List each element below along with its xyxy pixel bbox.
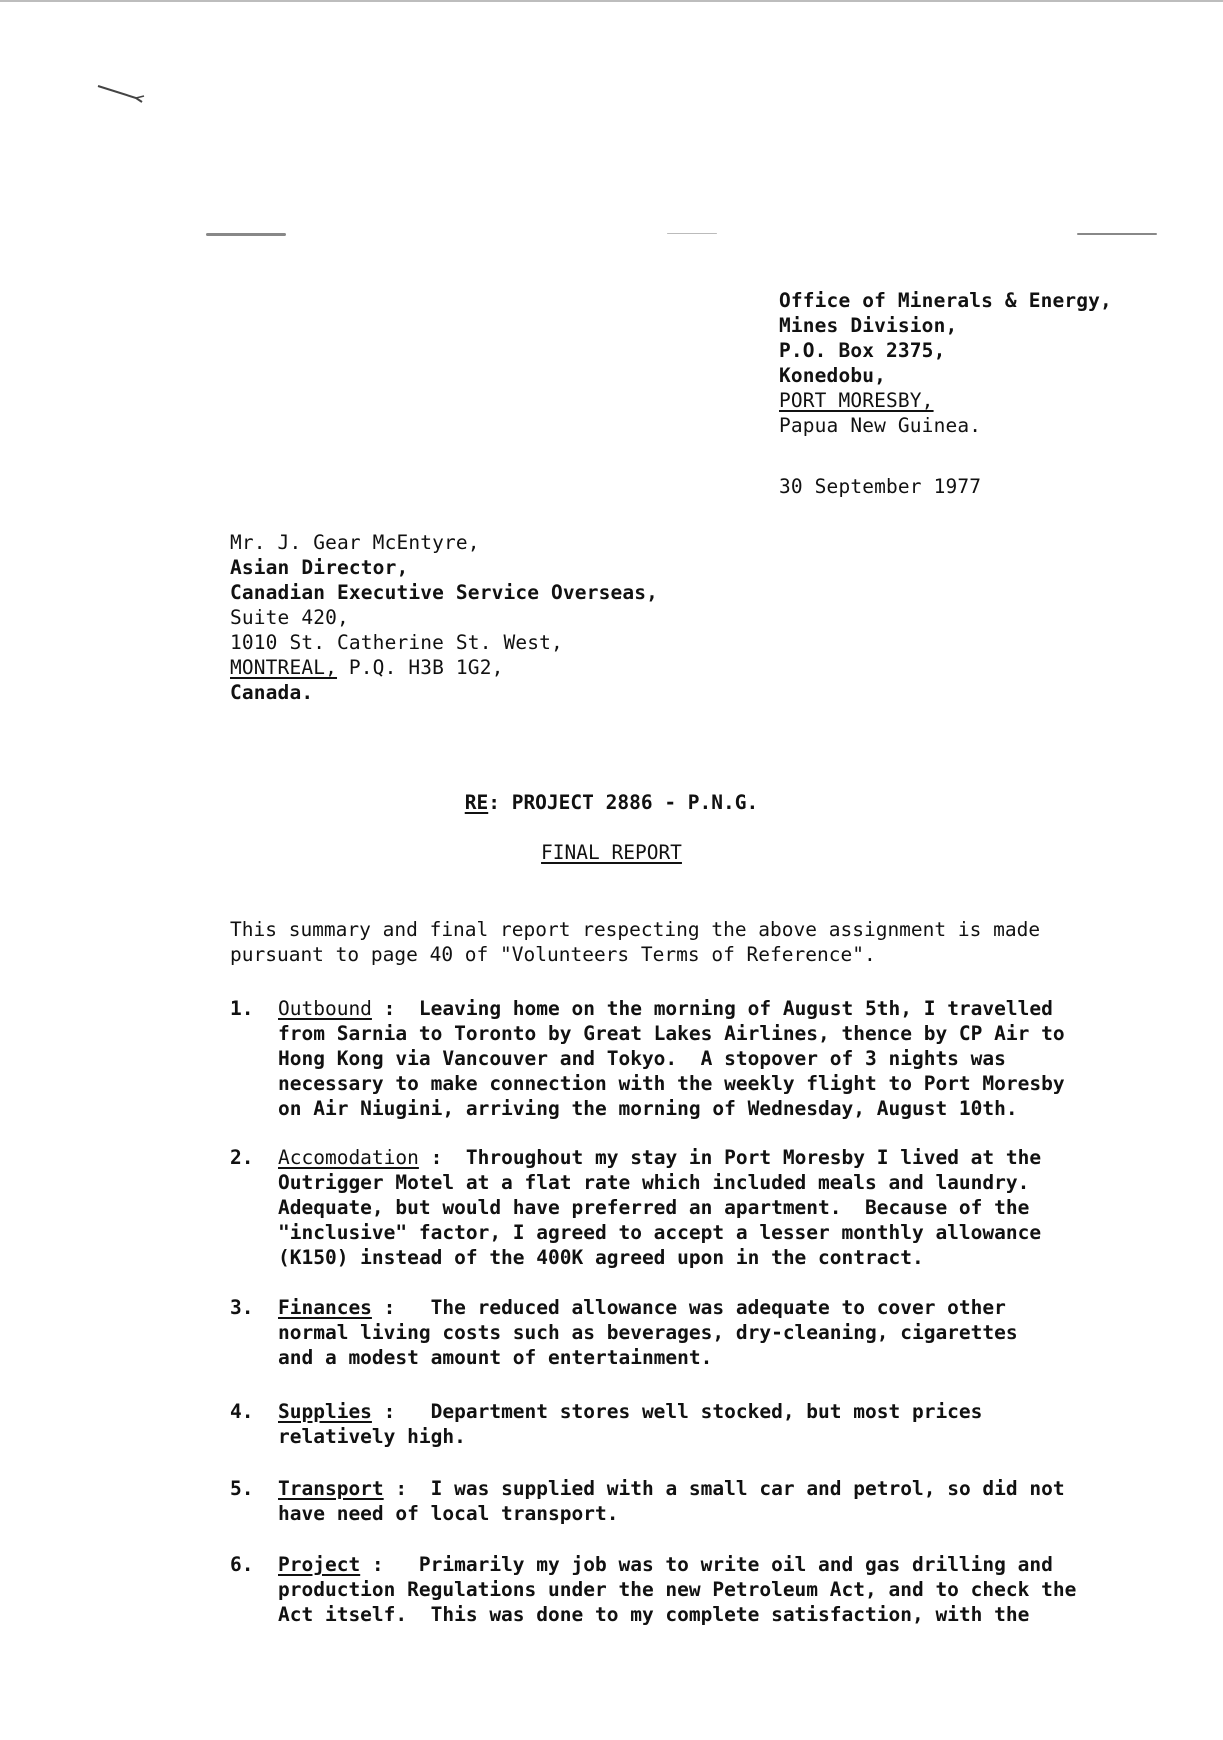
scan-speck-left <box>206 233 286 236</box>
item-line: from Sarnia to Toronto by Great Lakes Airlines, thence by CP Air to <box>278 1022 1065 1045</box>
sender-division: Mines Division, <box>779 314 958 337</box>
item-label: Outbound <box>278 997 372 1020</box>
item-first-line: Department stores well stocked, but most prices <box>430 1400 983 1423</box>
item-line: relatively high. <box>278 1425 466 1448</box>
item-first-line: Primarily my job was to write oil and gas drilling and <box>418 1553 1053 1576</box>
item-body <box>278 1145 1138 1270</box>
sender-city: PORT MORESBY, <box>779 389 934 412</box>
item-body <box>278 996 1138 1121</box>
item-line: "inclusive" factor, I agreed to accept a lesser monthly allowance <box>278 1221 1042 1244</box>
item-separator: : <box>371 1400 431 1423</box>
item-line: Outrigger Motel at a flat rate which included meals and laundry. <box>278 1171 1030 1194</box>
sender-locality: Konedobu, <box>779 364 887 387</box>
report-title: FINAL REPORT <box>541 841 682 864</box>
item-label: Finances <box>278 1296 372 1319</box>
intro-line: This summary and final report respecting the above assignment is made <box>230 918 1041 941</box>
item-line: necessary to make connection with the weekly flight to Port Moresby <box>278 1072 1065 1095</box>
sender-office: Office of Minerals & Energy, <box>779 289 1112 312</box>
item-label: Transport <box>278 1477 384 1500</box>
item-separator: : <box>371 997 419 1020</box>
report-heading <box>0 840 1223 865</box>
recipient-title: Asian Director, <box>230 556 409 579</box>
subject-line <box>0 790 1223 815</box>
scan-top-edge <box>0 0 1223 2</box>
recipient-suite: Suite 420, <box>230 606 349 629</box>
item-number: 6. <box>230 1553 254 1576</box>
recipient-postal: P.Q. H3B 1G2, <box>337 656 504 679</box>
item-first-line: Leaving home on the morning of August 5th, I travelled <box>418 997 1053 1020</box>
item-first-line: Throughout my stay in Port Moresby I lived at the <box>465 1146 1042 1169</box>
subject-project: : PROJECT 2886 - P.N.G. <box>488 791 759 814</box>
item-number: 4. <box>230 1400 254 1423</box>
item-first-line: I was supplied with a small car and petrol, so did not <box>430 1477 1065 1500</box>
item-body <box>278 1295 1138 1370</box>
sender-box: P.O. Box 2375, <box>779 339 946 362</box>
letter-date: 30 September 1977 <box>779 475 982 498</box>
item-label: Accomodation <box>278 1146 419 1169</box>
item-line: (K150) instead of the 400K agreed upon in the contract. <box>278 1246 924 1269</box>
item-line: Hong Kong via Vancouver and Tokyo. A stopover of 3 nights was <box>278 1047 1006 1070</box>
scan-speck-mid <box>667 233 717 234</box>
item-line: Adequate, but would have preferred an apartment. Because of the <box>278 1196 1030 1219</box>
intro-paragraph <box>230 917 1130 967</box>
item-body <box>278 1476 1138 1526</box>
item-number: 2. <box>230 1146 254 1169</box>
item-line: normal living costs such as beverages, dry-cleaning, cigarettes <box>278 1321 1018 1344</box>
item-body <box>278 1552 1138 1627</box>
item-line: Act itself. This was done to my complete satisfaction, with the <box>278 1603 1030 1626</box>
item-separator: : <box>418 1146 466 1169</box>
intro-line: pursuant to page 40 of "Volunteers Terms of Reference". <box>230 943 876 966</box>
scan-speck-right <box>1077 233 1157 235</box>
item-body <box>278 1399 1138 1449</box>
subject-re: RE <box>464 791 489 814</box>
recipient-country: Canada. <box>230 681 314 704</box>
item-number: 1. <box>230 997 254 1020</box>
item-line: and a modest amount of entertainment. <box>278 1346 713 1369</box>
stray-pen-mark <box>96 84 152 104</box>
item-number: 5. <box>230 1477 254 1500</box>
recipient-city-line <box>230 655 503 680</box>
recipient-street: 1010 St. Catherine St. West, <box>230 631 563 654</box>
item-number: 3. <box>230 1296 254 1319</box>
item-line: on Air Niugini, arriving the morning of Wednesday, August 10th. <box>278 1097 1018 1120</box>
item-separator: : <box>371 1296 431 1319</box>
item-first-line: The reduced allowance was adequate to cover other <box>430 1296 1006 1319</box>
item-line: have need of local transport. <box>278 1502 619 1525</box>
recipient-organization: Canadian Executive Service Overseas, <box>230 581 659 604</box>
sender-country: Papua New Guinea. <box>779 414 982 437</box>
recipient-name: Mr. J. Gear McEntyre, <box>230 531 480 554</box>
item-line: production Regulations under the new Petroleum Act, and to check the <box>278 1578 1077 1601</box>
item-separator: : <box>383 1477 431 1500</box>
recipient-city: MONTREAL, <box>230 656 338 679</box>
item-separator: : <box>360 1553 419 1576</box>
item-label: Project <box>278 1553 361 1576</box>
item-label: Supplies <box>278 1400 372 1423</box>
